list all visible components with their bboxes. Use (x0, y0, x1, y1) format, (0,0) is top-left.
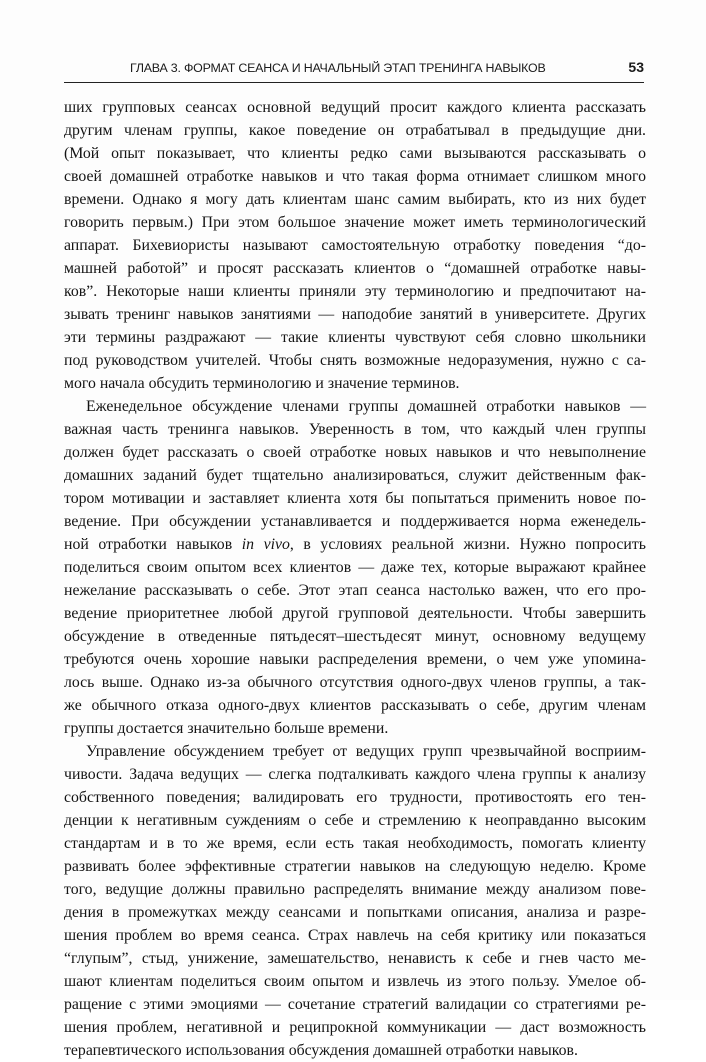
text-line: Еженедельное обсуждение членами группы домашней отработки навыков — (86, 398, 646, 415)
text-line: Управление обсуждением требует от ведущих групп чрезвычайной восприим- (86, 743, 646, 760)
text-line: ших групповых сеансах основной ведущий просит каждого клиента рассказать (64, 99, 646, 116)
paragraph (64, 96, 646, 395)
text-line: важная часть тренинга навыков. Уверенность в том, что каждый член группы (64, 421, 646, 438)
text-line: шения проблем, негативной и реципрокной коммуникации — даст возможность (64, 1019, 646, 1036)
text-line: (Мой опыт показывает, что клиенты редко сами вызываются рассказывать о (64, 145, 646, 162)
text-line: ведение. При обсуждении устанавливается и поддерживается норма еженедель- (64, 513, 646, 530)
text-line: тором мотивации и заставляет клиента хотя бы попытаться применить новое по- (64, 490, 646, 507)
text-line: того, ведущие должны правильно распределять внимание между анализом пове- (64, 881, 646, 898)
text-line: “глупым”, стыд, унижение, замешательство, ненависть к себе и гнев часто ме- (64, 950, 646, 967)
text-line: терапевтического использования обсуждения домашней отработки навыков. (64, 1042, 578, 1059)
text-line: мого начала обсудить терминологию и значение терминов. (64, 375, 460, 392)
text-line: времени. Однако я могу дать клиентам шанс самим выбирать, кто из них будет (64, 191, 646, 208)
text-line: другим членам группы, какое поведение он отрабатывал в предыдущие дни. (64, 122, 646, 139)
text-line: ной отработки навыков in vivo, в условиях реальной жизни. Нужно попросить (64, 536, 646, 553)
text-line: шения проблем во время сеанса. Страх навлечь на себя критику или показаться (64, 927, 646, 944)
text-line: стандартам и в то же время, если есть такая необходимость, помогать клиенту (64, 835, 646, 852)
text-line: дения в промежутках между сеансами и попытками описания, анализа и разре- (64, 904, 646, 921)
header-rule (64, 82, 644, 83)
text-line: ведение приоритетнее любой другой групповой деятельности. Чтобы завершить (64, 605, 646, 622)
text-line: машней работой” и просят рассказать клиентов о “домашней отработке навы- (64, 260, 646, 277)
page-number: 53 (628, 59, 644, 75)
text-line: зывать тренинг навыков занятиями — наподобие занятий в университете. Других (64, 306, 646, 323)
paragraph (64, 395, 646, 740)
text-line: аппарат. Бихевиористы называют самостоятельную отработку поведения “до- (64, 237, 646, 254)
text-line: ращение с этими эмоциями — сочетание стратегий валидации со стратегиями ре- (64, 996, 646, 1013)
text-line: развивать более эффективные стратегии навыков на следующую неделю. Кроме (64, 858, 646, 875)
chapter-title: ГЛАВА 3. ФОРМАТ СЕАНСА И НАЧАЛЬНЫЙ ЭТАП ТРЕНИНГА НАВЫКОВ (130, 61, 546, 75)
text-line: денции к негативным суждениям о себе и стремлению к неоправданно высоким (64, 812, 646, 829)
text-line: чивости. Задача ведущих — слегка подталкивать каждого члена группы к анализу (64, 766, 646, 783)
text-line: лось выше. Однако из-за обычного отсутствия одного-двух членов группы, а так- (64, 674, 646, 691)
text-line: собственного поведения; валидировать его трудности, противостоять его тен- (64, 789, 646, 806)
text-line: под руководством учителей. Чтобы снять возможные недоразумения, нужно с са- (64, 352, 646, 369)
text-line: своей домашней отработке навыков и что такая форма отнимает слишком много (64, 168, 646, 185)
text-line: ков”. Некоторые наши клиенты приняли эту терминологию и предпочитают на- (64, 283, 646, 300)
paragraph (64, 740, 646, 1062)
text-line: домашних заданий будет тщательно анализироваться, служит действенным фак- (64, 467, 646, 484)
text-line: шают клиентам поделиться своим опытом и извлечь из этого пользу. Умелое об- (64, 973, 646, 990)
text-line: же обычного отказа одного-двух клиентов рассказывать о себе, другим членам (64, 697, 646, 714)
text-line: поделиться своим опытом всех клиентов — даже тех, которые выражают крайнее (64, 559, 646, 576)
running-header (64, 57, 644, 83)
text-line: требуются очень хорошие навыки распределения времени, о чем уже упомина- (64, 651, 646, 668)
text-line: нежелание рассказывать о себе. Этот этап сеанса настолько важен, что его про- (64, 582, 646, 599)
text-line: должен будет рассказать о своей отработке новых навыков и что невыполнение (64, 444, 646, 461)
text-line: обсуждение в отведенные пятьдесят–шестьдесят минут, основному ведущему (64, 628, 646, 645)
text-line: эти термины раздражают — такие клиенты чувствуют себя словно школьники (64, 329, 646, 346)
text-line: говорить первым.) При этом большое значение может иметь терминологический (64, 214, 646, 231)
text-line: группы достается значительно больше времени. (64, 720, 389, 737)
body-text (64, 96, 646, 1062)
